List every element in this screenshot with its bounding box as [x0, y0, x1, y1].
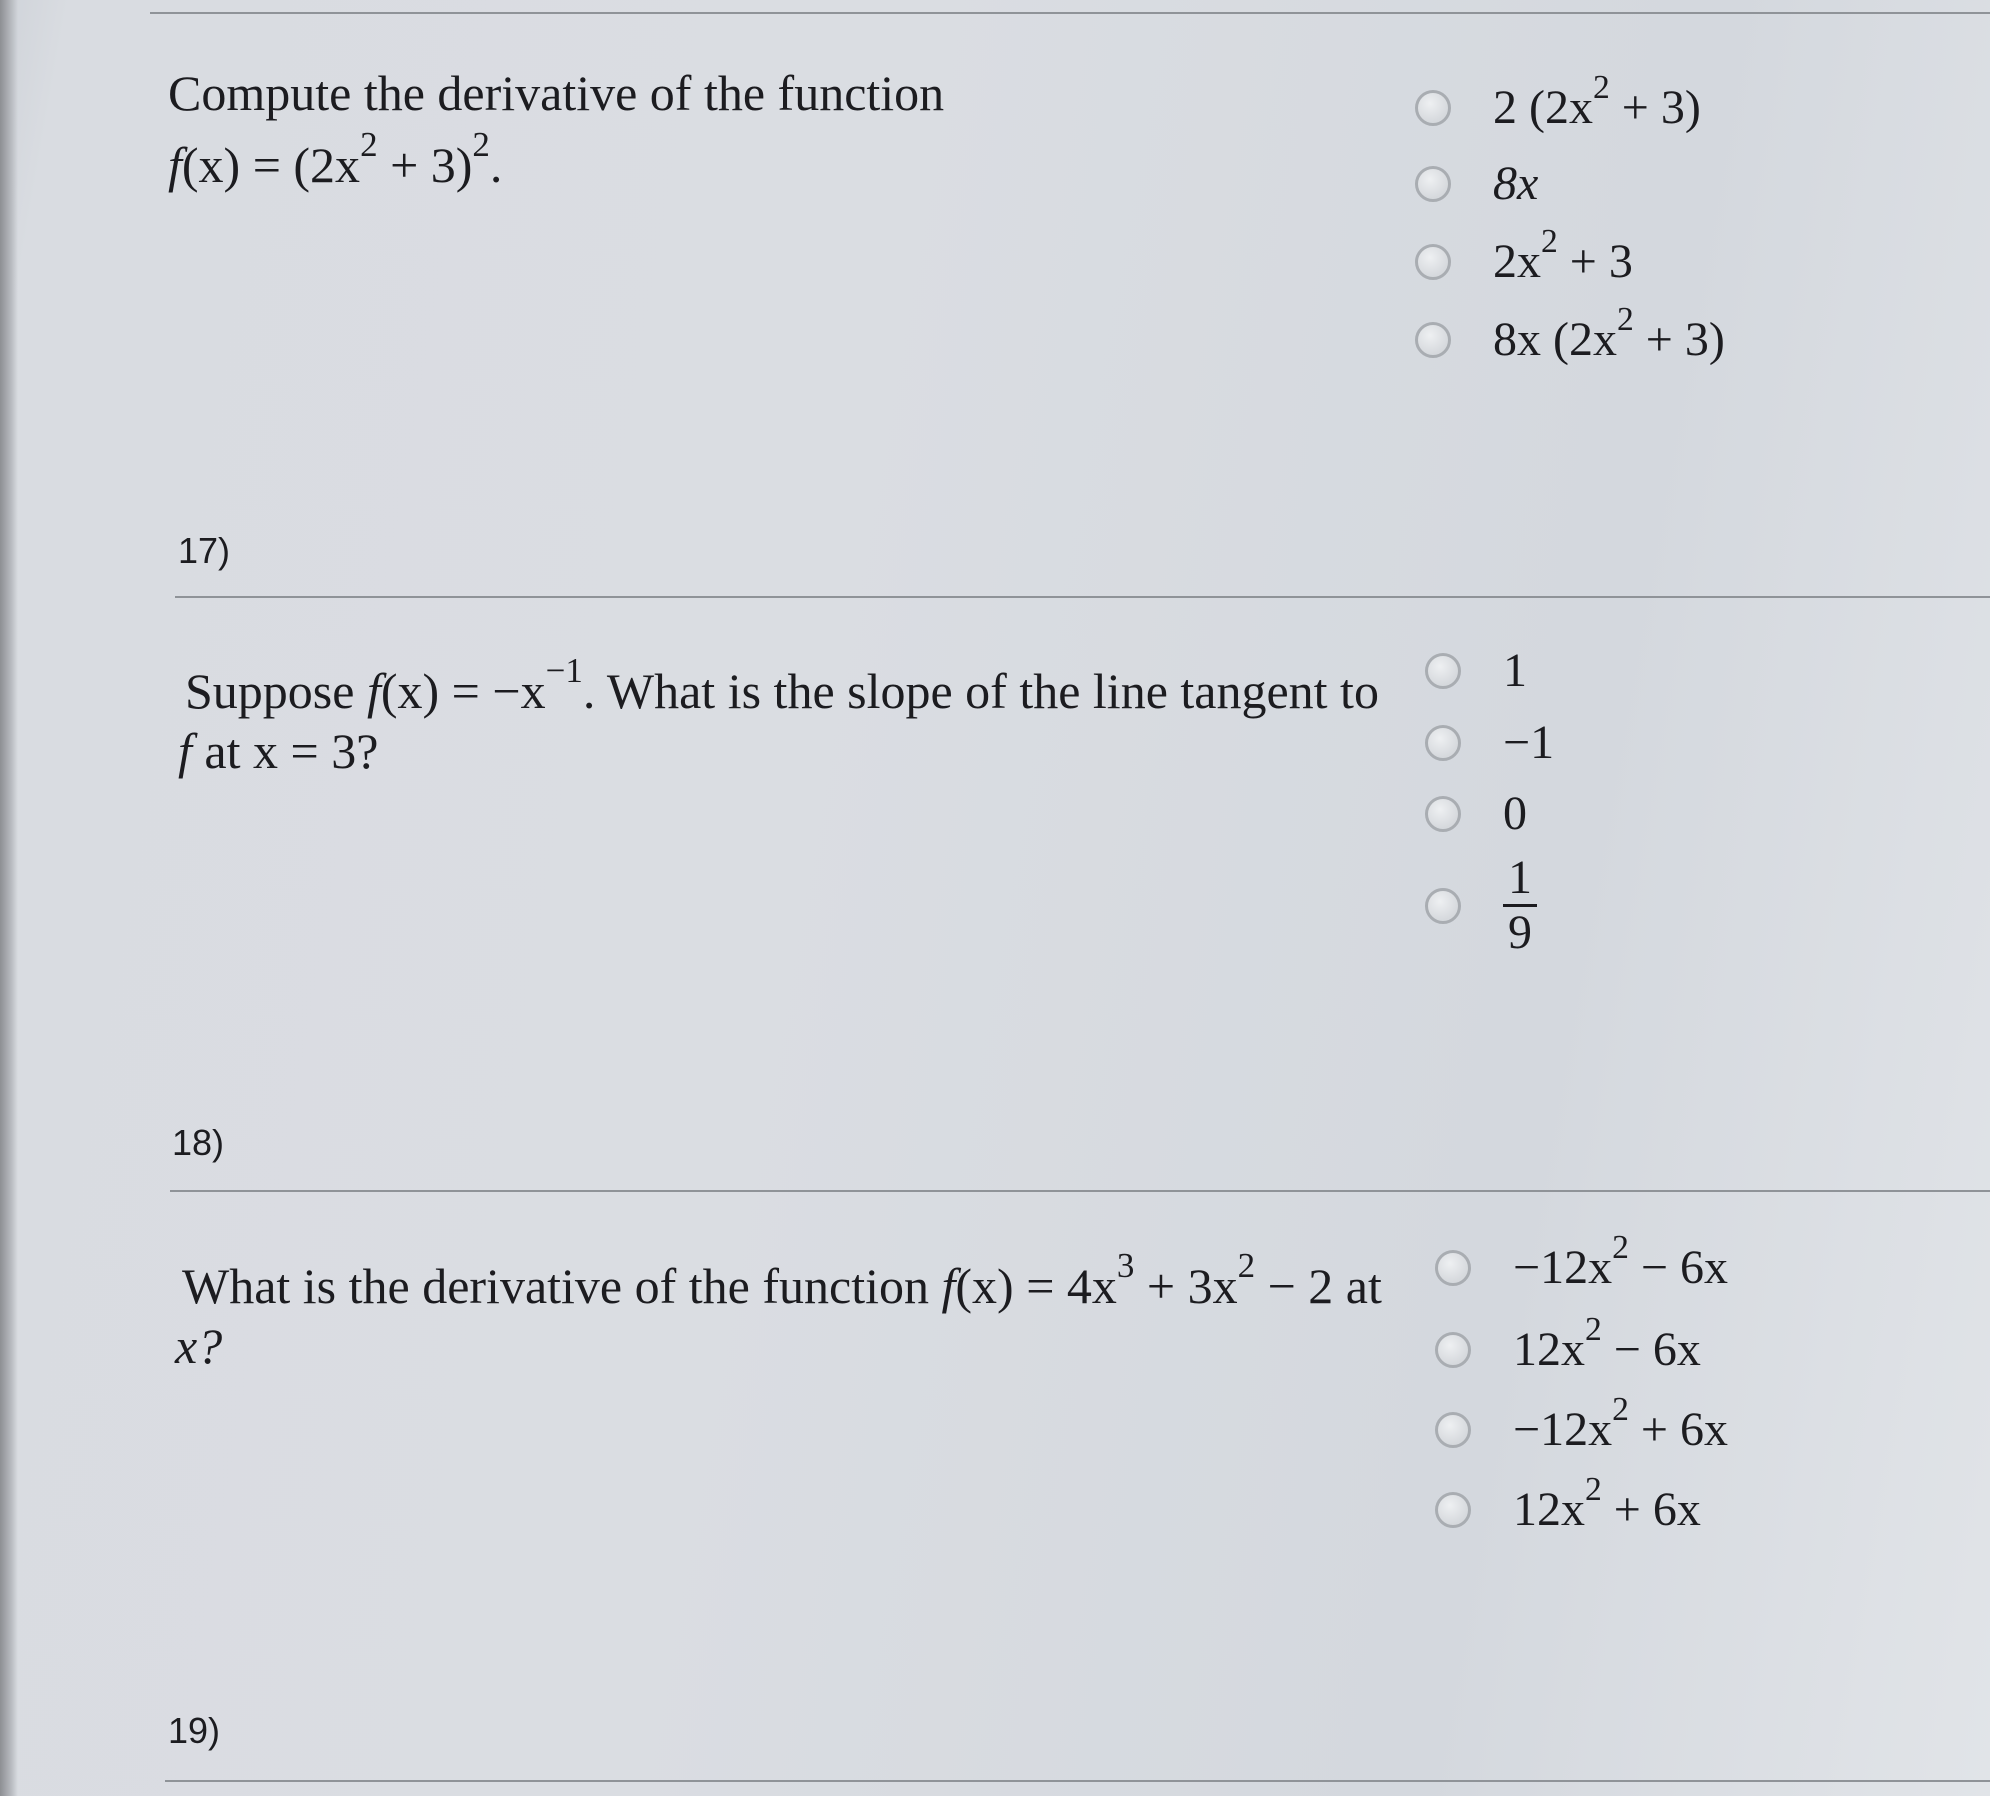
q19-option-d[interactable]: [1435, 1470, 1701, 1537]
q17-option-a[interactable]: [1415, 68, 1701, 135]
radio-button[interactable]: [1425, 725, 1461, 761]
q19-prompt-line2: x?: [175, 1318, 223, 1374]
q19-option-c[interactable]: [1435, 1390, 1728, 1457]
q18-option-c[interactable]: [1425, 786, 1527, 841]
fraction-label: [1503, 852, 1537, 959]
q17-option-c[interactable]: [1415, 222, 1633, 289]
q19-option-a[interactable]: [1435, 1228, 1728, 1295]
radio-button[interactable]: [1415, 244, 1451, 280]
q18-option-b[interactable]: [1425, 715, 1554, 770]
option-label: 0: [1503, 787, 1527, 840]
question-number-19: 19): [168, 1710, 221, 1751]
radio-button[interactable]: [1435, 1412, 1471, 1448]
q18-prompt-line1: Suppose $f(x) = -x^{-1}$. What is the slope of the line tangent to: [185, 650, 1379, 719]
radio-button[interactable]: [1435, 1332, 1471, 1368]
fraction-denominator: 9: [1508, 906, 1532, 959]
q17-prompt-line1: Compute the derivative of the function: [168, 65, 945, 121]
option-label: 1: [1503, 644, 1527, 697]
question-number-17: 17): [178, 530, 231, 571]
fraction-numerator: 1: [1508, 851, 1532, 904]
divider-19: [165, 1780, 1990, 1782]
q18-option-d[interactable]: [1425, 852, 1537, 959]
q19-option-b[interactable]: [1435, 1310, 1701, 1377]
radio-button[interactable]: [1425, 888, 1461, 924]
radio-button[interactable]: [1435, 1250, 1471, 1286]
radio-button[interactable]: [1415, 90, 1451, 126]
option-label: 2 $(2x^2 + 3)$: [1493, 68, 1701, 134]
question-number-18: 18): [172, 1122, 225, 1163]
divider-18: [170, 1190, 1990, 1192]
q17-option-d[interactable]: [1415, 300, 1725, 367]
q17-option-b[interactable]: [1415, 156, 1538, 211]
option-label: $-12x^2 + 6x$: [1513, 1390, 1728, 1456]
option-label: $12x^2 + 6x$: [1513, 1470, 1701, 1536]
radio-button[interactable]: [1435, 1492, 1471, 1528]
radio-button[interactable]: [1425, 653, 1461, 689]
paper-edge-shadow: [0, 0, 18, 1796]
radio-button[interactable]: [1415, 322, 1451, 358]
option-label: 8x: [1493, 157, 1539, 210]
q17-prompt-line2: $f(x) = (2x^2 + 3)^2$.: [168, 124, 503, 193]
option-label: $2x^2 + 3$: [1493, 222, 1633, 288]
q19-prompt-line1: What is the derivative of the function $f(x) = 4x^3 + 3x^2 - 2$ at: [182, 1245, 1382, 1314]
option-label: −1: [1503, 716, 1555, 769]
radio-button[interactable]: [1425, 796, 1461, 832]
option-label: $12x^2 - 6x$: [1513, 1310, 1701, 1376]
q18-option-a[interactable]: [1425, 643, 1527, 698]
option-label: $-12x^2 - 6x$: [1513, 1228, 1728, 1294]
option-label: 8x $(2x^2 + 3)$: [1493, 300, 1725, 366]
q18-prompt-line2: f at x = 3?: [178, 723, 379, 779]
divider-top: [150, 12, 1990, 14]
radio-button[interactable]: [1415, 166, 1451, 202]
divider-17: [175, 596, 1990, 598]
